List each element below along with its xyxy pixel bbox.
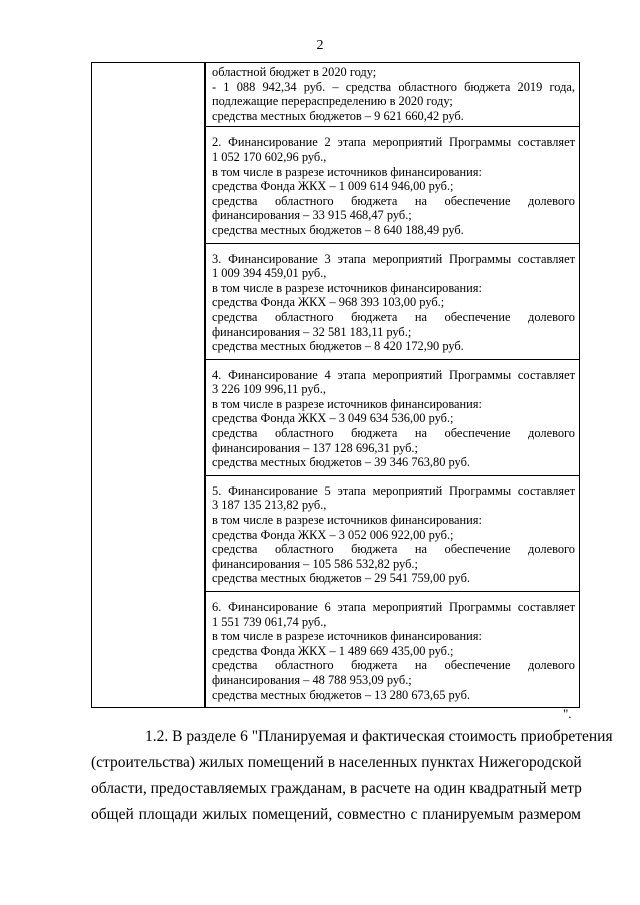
table-cell-stage-5 (205, 475, 580, 591)
text-line: финансирования – 137 128 696,31 руб.; (212, 440, 418, 455)
table-row-continued (92, 63, 580, 127)
text-line: в том числе в разрезе источников финансирования: (212, 164, 482, 179)
text-line: средства Фонда ЖКХ – 1 009 614 946,00 руб.; (212, 179, 454, 194)
paragraph-line: 1.2. В разделе 6 "Планируемая и фактическая стоимость приобретения (145, 728, 613, 745)
text-line: средства Фонда ЖКХ – 3 049 634 536,00 руб.; (212, 411, 454, 426)
text-line: в том числе в разрезе источников финансирования: (212, 513, 482, 528)
table-left-column (92, 63, 206, 708)
text-line: в том числе в разрезе источников финансирования: (212, 280, 482, 295)
text-line: 5. Финансирование 5 этапа мероприятий Программы составляет (212, 483, 575, 498)
paragraph-line: общей площади жилых помещений, совместно с планируемым размером (91, 806, 581, 823)
table-cell-stage-3 (205, 243, 580, 359)
text-line: средства местных бюджетов – 8 640 188,49 руб. (212, 222, 464, 237)
text-line: 1 551 739 061,74 руб., (212, 614, 327, 629)
table-cell-stage-2 (205, 127, 580, 243)
table-cell-stage-6 (205, 592, 580, 708)
text-line: финансирования – 33 915 468,47 руб.; (212, 208, 412, 223)
table-cell-continued (205, 63, 580, 127)
text-line: 2. Финансирование 2 этапа мероприятий Программы составляет (212, 135, 575, 150)
text-line: в том числе в разрезе источников финансирования: (212, 396, 482, 411)
text-line: средства Фонда ЖКХ – 968 393 103,00 руб.; (212, 295, 445, 310)
text-line: средства областного бюджета на обеспечение долевого (212, 426, 575, 441)
text-line: 3. Финансирование 3 этапа мероприятий Программы составляет (212, 251, 575, 266)
text-line: средства областного бюджета на обеспечение долевого (212, 542, 575, 557)
text-line: 3 187 135 213,82 руб., (212, 498, 327, 513)
text-line: финансирования – 48 788 953,09 руб.; (212, 672, 412, 687)
text-line: 6. Финансирование 6 этапа мероприятий Программы составляет (212, 600, 575, 614)
program-funding-table (91, 62, 580, 708)
text-line: 3 226 109 996,11 руб., (212, 382, 326, 397)
text-line: средства Фонда ЖКХ – 3 052 006 922,00 руб.; (212, 527, 454, 542)
paragraph-line: (строительства) жилых помещений в населенных пунктах Нижегородской (91, 754, 582, 771)
text-line: финансирования – 105 586 532,82 руб.; (212, 556, 418, 571)
text-line: средства Фонда ЖКХ – 1 489 669 435,00 руб.; (212, 643, 454, 658)
text-line: - 1 088 942,34 руб. – средства областного бюджета 2019 года, (212, 79, 575, 94)
page-number: 2 (316, 38, 324, 53)
text-line: средства областного бюджета на обеспечение долевого (212, 658, 575, 673)
text-line: в том числе в разрезе источников финансирования: (212, 629, 482, 644)
text-line: средства местных бюджетов – 13 280 673,65 руб. (212, 687, 470, 702)
text-line: подлежащие перераспределению в 2020 году; (212, 94, 453, 109)
text-line: финансирования – 32 581 183,11 руб.; (212, 324, 412, 339)
text-line: средства местных бюджетов – 29 541 759,00 руб. (212, 571, 470, 586)
paragraph-line: области, предоставляемых гражданам, в расчете на один квадратный метр (91, 780, 582, 797)
text-line: областной бюджет в 2020 году; (212, 65, 377, 79)
text-line: 4. Финансирование 4 этапа мероприятий Программы составляет (212, 367, 575, 382)
text-line: средства местных бюджетов – 9 621 660,42 руб. (212, 108, 464, 123)
text-line: средства местных бюджетов – 8 420 172,90 руб. (212, 339, 464, 354)
text-line: средства областного бюджета на обеспечение долевого (212, 309, 575, 324)
text-line: средства местных бюджетов – 39 346 763,80 руб. (212, 455, 470, 470)
text-line: средства областного бюджета на обеспечение долевого (212, 193, 575, 208)
table-cell-stage-4 (205, 359, 580, 475)
text-line: 1 052 170 602,96 руб., (212, 149, 327, 164)
closing-quote: ". (563, 706, 572, 721)
text-line: 1 009 394 459,01 руб., (212, 266, 327, 281)
